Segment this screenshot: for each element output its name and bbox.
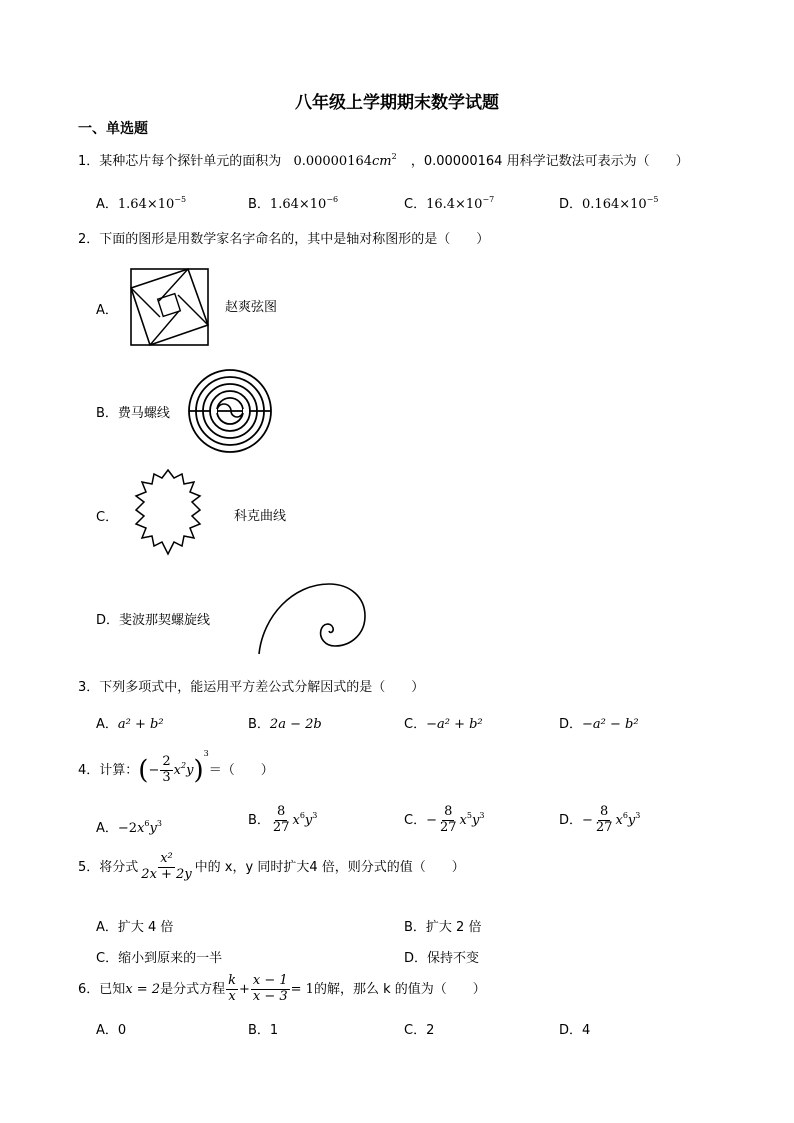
option-d[interactable] — [559, 193, 658, 212]
question-text-tail: ，0.00000164 用科学记数法可表示为（ ） — [410, 154, 689, 169]
option-c[interactable] — [96, 947, 222, 966]
option-label: C． — [96, 510, 119, 525]
fraction-denominator: 27 — [439, 819, 457, 835]
fraction-k-over-x — [226, 974, 238, 1005]
question-text-mid: 是分式方程 — [160, 981, 226, 997]
fraction-denominator: 27 — [272, 819, 290, 835]
option-b[interactable] — [248, 193, 338, 212]
option-label: C． — [404, 197, 427, 212]
question-2 — [78, 228, 489, 247]
fraction-x-minus-1 — [251, 974, 290, 1005]
option-sign: − — [426, 812, 437, 828]
fraction-denominator: 3 — [162, 770, 171, 785]
fraction-denominator: x — [228, 988, 236, 1004]
question-text: 下列多项式中，能运用平方差公式分解因式的是（ ） — [99, 680, 425, 695]
question-5 — [78, 852, 465, 883]
option-a[interactable] — [96, 299, 118, 318]
left-paren: ( — [138, 755, 149, 786]
question-number: 5． — [78, 859, 100, 875]
option-b[interactable] — [248, 713, 322, 732]
question-text-tail: ＝（ ） — [208, 763, 274, 778]
question-text-tail: 中的 x，y 同时扩大4 倍，则分式的值（ ） — [194, 859, 465, 875]
option-exponent: −6 — [326, 195, 339, 204]
zhao-shuang-diagram — [130, 268, 210, 346]
question-number: 1． — [78, 154, 100, 169]
option-b[interactable] — [404, 916, 481, 935]
option-d[interactable] — [559, 713, 639, 732]
question-text: 计算： — [99, 763, 139, 778]
option-label: C． — [404, 812, 427, 828]
option-a[interactable] — [96, 1019, 126, 1038]
right-paren: ) — [193, 755, 204, 786]
figure-caption-a: 赵爽弦图 — [225, 300, 278, 315]
y-exponent: 3 — [156, 819, 162, 828]
area-unit: cm — [372, 154, 392, 169]
option-expression: −a² − b² — [582, 717, 639, 732]
option-b[interactable] — [248, 1019, 278, 1038]
question-text: 某种芯片每个探针单元的面积为 — [99, 154, 282, 169]
option-a[interactable] — [96, 713, 164, 732]
section-heading: 一、单选题 — [78, 121, 148, 137]
fraction — [594, 805, 615, 836]
fraction-denominator: 27 — [595, 819, 613, 835]
option-b[interactable] — [96, 402, 170, 421]
power-exponent: 3 — [203, 749, 209, 758]
unit-exponent: 2 — [391, 152, 397, 161]
minus-sign: − — [148, 763, 160, 778]
y-exponent: 3 — [312, 810, 318, 820]
equals-one: = 1 — [290, 981, 314, 997]
fraction-numerator: x − 1 — [252, 973, 288, 988]
y-exponent: 3 — [479, 810, 485, 820]
option-b[interactable]: B． $\frac{8}{27}$ $x^6y^3$ — [248, 804, 318, 835]
option-label: A． — [96, 821, 118, 836]
option-expression: a² + b² — [117, 717, 164, 732]
option-a[interactable]: A．$-2x^6y^3$ — [96, 819, 162, 836]
option-d[interactable]: D．− $\frac{8}{27}$ $x^6y^3$ — [559, 804, 641, 835]
option-c[interactable] — [404, 713, 483, 732]
question-1 — [78, 150, 689, 169]
question-text: 将分式 — [99, 859, 139, 875]
option-d[interactable] — [96, 609, 210, 628]
option-exponent: −7 — [482, 195, 495, 204]
question-6: 6．已知x = 2是分式方程 $\frac{k}{x}$ + $\frac{x - 1}{x - 3}$ = 1的解，那么 k 的值为（ ） — [78, 973, 486, 1004]
option-a[interactable] — [96, 916, 173, 935]
option-label: B． — [248, 197, 270, 212]
fraction-numerator: 8 — [600, 804, 609, 819]
option-d[interactable] — [404, 947, 479, 966]
question-text: 下面的图形是用数学家名字命名的，其中是轴对称图形的是（ ） — [99, 232, 490, 247]
area-value: 0.00000164 — [293, 154, 373, 169]
option-label: C． — [404, 717, 427, 732]
option-label: A． — [96, 303, 118, 318]
option-label: D． — [559, 197, 583, 212]
option-label: A． — [96, 717, 118, 732]
y-exponent: 3 — [635, 810, 641, 820]
question-number: 3． — [78, 680, 100, 695]
option-sign: − — [582, 812, 593, 828]
option-label: D． — [559, 812, 583, 828]
x-exponent: 6 — [299, 810, 305, 820]
option-label: B． — [248, 812, 270, 828]
option-expression: 2a − 2b — [269, 717, 322, 732]
option-expression: −a² + b² — [426, 717, 483, 732]
option-label: A． — [96, 197, 118, 212]
option-c[interactable] — [404, 193, 494, 212]
question-4 — [78, 749, 274, 786]
fraction-denominator: x − 3 — [252, 988, 288, 1004]
x-exponent: 5 — [466, 810, 472, 820]
x-exponent: 6 — [144, 819, 150, 828]
x-exponent: 6 — [622, 810, 628, 820]
option-c[interactable] — [96, 506, 118, 525]
option-label: C．缩小到原来的一半 — [96, 951, 223, 966]
option-label: A．0 — [96, 1023, 127, 1038]
option-label: A．扩大 4 倍 — [96, 920, 174, 935]
option-value: 1.64×10 — [269, 197, 327, 212]
question-3 — [78, 676, 424, 695]
fraction-numerator: 2 — [162, 754, 171, 770]
fraction — [438, 805, 459, 836]
fermat-spiral — [187, 368, 273, 454]
option-exponent: −5 — [646, 195, 659, 204]
figure-caption-c: 科克曲线 — [234, 509, 287, 524]
option-value: 16.4×10 — [426, 197, 483, 212]
fraction — [139, 852, 193, 883]
option-exponent: −5 — [174, 195, 187, 204]
option-c[interactable] — [404, 1019, 434, 1038]
fraction-numerator: 8 — [277, 804, 286, 819]
option-label: D．斐波那契螺旋线 — [96, 613, 211, 628]
question-number: 6． — [78, 981, 100, 997]
option-value: 0.164×10 — [582, 197, 647, 212]
monomial: $x^2y$ — [173, 761, 194, 778]
question-text-tail: 的解，那么 k 的值为（ ） — [313, 981, 486, 997]
fraction-denominator: 2x + 2y — [141, 866, 192, 882]
fraction — [271, 805, 292, 836]
question-number: 4． — [78, 763, 100, 778]
option-label: B． — [248, 717, 270, 732]
question-number: 2． — [78, 232, 100, 247]
option-c[interactable]: C．− $\frac{8}{27}$ $x^5y^3$ — [404, 804, 485, 835]
page-title: 八年级上学期期末数学试题 — [295, 93, 499, 113]
option-label: C．2 — [404, 1023, 435, 1038]
fraction-numerator: 8 — [444, 804, 453, 819]
condition: x = 2 — [125, 981, 161, 997]
option-a[interactable] — [96, 193, 186, 212]
option-d[interactable] — [559, 1019, 590, 1038]
option-label: D．保持不变 — [404, 951, 480, 966]
option-coefficient: −2 — [117, 821, 138, 836]
fraction-numerator: k — [228, 973, 236, 988]
option-value: 1.64×10 — [117, 197, 175, 212]
fraction-numerator: x² — [160, 851, 173, 866]
option-label: D．4 — [559, 1023, 591, 1038]
option-label: B．扩大 2 倍 — [404, 920, 482, 935]
fraction — [160, 755, 172, 786]
option-label: B．费马螺线 — [96, 406, 170, 421]
question-text: 已知 — [99, 981, 126, 997]
option-label: B．1 — [248, 1023, 279, 1038]
koch-snowflake — [124, 466, 212, 558]
fibonacci-spiral — [255, 580, 367, 656]
option-label: D． — [559, 717, 583, 732]
